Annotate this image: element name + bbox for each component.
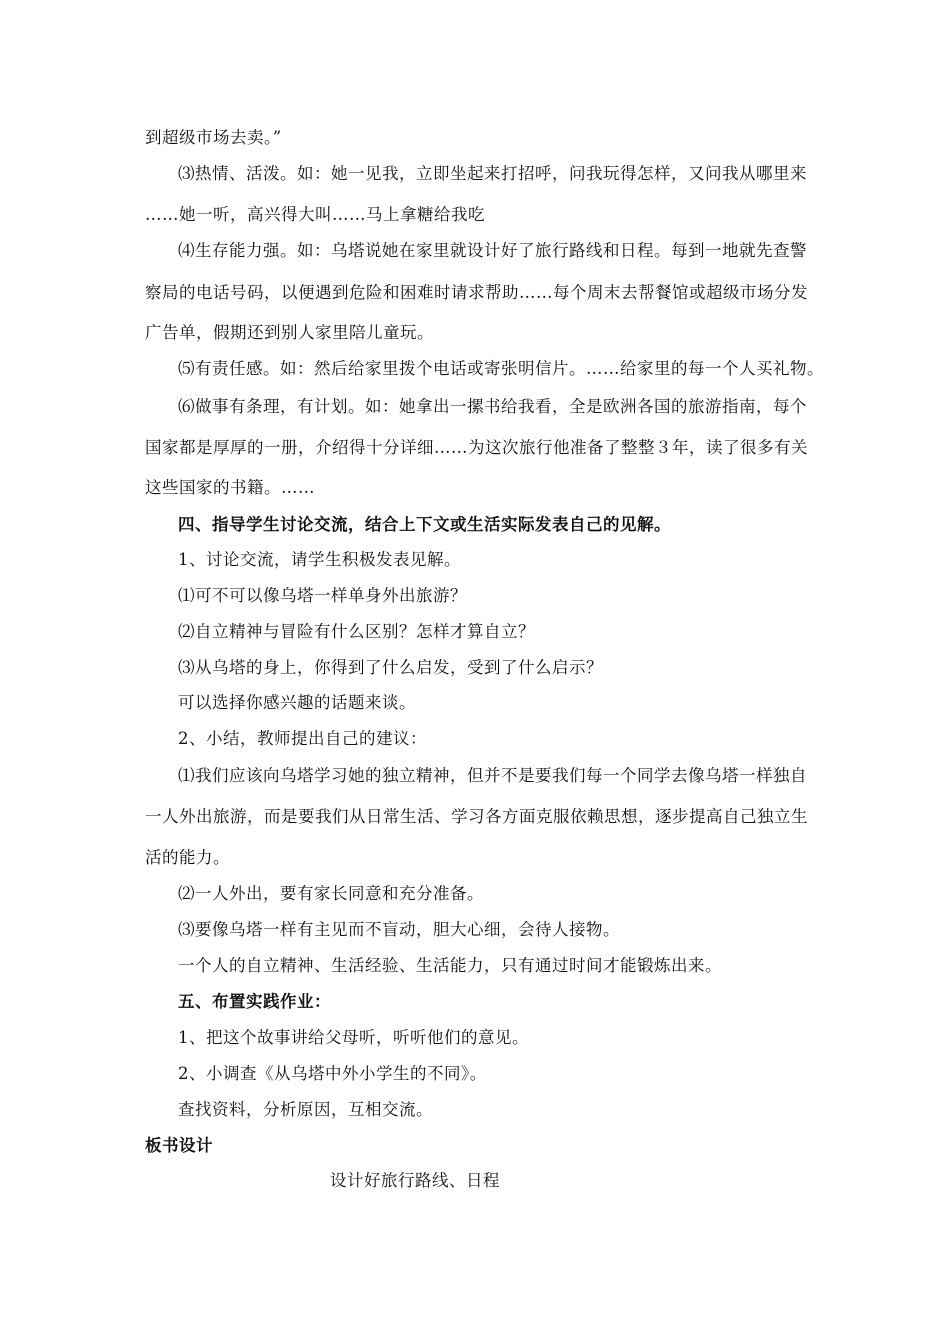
- paragraph-line: 2、小调查《从乌塔中外小学生的不同》。: [178, 1064, 487, 1083]
- paragraph-line: ⑸有责任感。如：然后给家里拨个电话或寄张明信片。……给家里的每一个人买礼物。: [178, 359, 824, 378]
- paragraph-line: 查找资料，分析原因，互相交流。: [178, 1100, 433, 1119]
- paragraph-line: ……她一听，高兴得大叫……马上拿糖给我吃: [145, 205, 485, 224]
- paragraph-line: 察局的电话号码，以便遇到危险和困难时请求帮助……每个周末去帮餐馆或超级市场分发: [145, 283, 808, 302]
- paragraph-line: ⑷生存能力强。如：乌塔说她在家里就设计好了旅行路线和日程。每到一地就先查警: [178, 241, 807, 260]
- paragraph-line: ⑹做事有条理，有计划。如：她拿出一摞书给我看，全是欧洲各国的旅游指南，每个: [178, 397, 807, 416]
- paragraph-line: 1、讨论交流，请学生积极发表见解。: [178, 550, 461, 569]
- paragraph-line: ⑶从乌塔的身上，你得到了什么启发，受到了什么启示？: [178, 658, 603, 677]
- paragraph-line: 国家都是厚厚的一册，介绍得十分详细……为这次旅行他准备了整整３年，读了很多有关: [145, 438, 808, 457]
- section-heading: 四、指导学生讨论交流，结合上下文或生活实际发表自己的见解。: [178, 515, 671, 534]
- paragraph-line: ⑶要像乌塔一样有主见而不盲动，胆大心细，会待人接物。: [178, 920, 620, 939]
- blackboard-design-heading: 板书设计: [145, 1136, 213, 1155]
- paragraph-line: 活的能力。: [145, 848, 230, 867]
- section-heading: 五、布置实践作业：: [178, 992, 331, 1011]
- paragraph-line: 广告单，假期还到别人家里陪儿童玩。: [145, 323, 434, 342]
- paragraph-line: 可以选择你感兴趣的话题来谈。: [178, 693, 416, 712]
- paragraph-line: 到超级市场去卖。”: [145, 128, 282, 147]
- paragraph-line: 这些国家的书籍。……: [145, 478, 315, 497]
- paragraph-line: ⑶热情、活泼。如：她一见我，立即坐起来打招呼，问我玩得怎样，又问我从哪里来: [178, 164, 807, 183]
- paragraph-line: ⑴可不可以像乌塔一样单身外出旅游？: [178, 586, 467, 605]
- paragraph-line: ⑵一人外出，要有家长同意和充分准备。: [178, 884, 484, 903]
- paragraph-line: 一人外出旅游，而是要我们从日常生活、学习各方面克服依赖思想，逐步提高自己独立生: [145, 807, 808, 826]
- paragraph-line: 一个人的自立精神、生活经验、生活能力，只有通过时间才能锻炼出来。: [178, 956, 722, 975]
- paragraph-line: ⑵自立精神与冒险有什么区别？怎样才算自立？: [178, 622, 535, 641]
- paragraph-line: 1、把这个故事讲给父母听，听听他们的意见。: [178, 1028, 529, 1047]
- paragraph-line: ⑴我们应该向乌塔学习她的独立精神，但并不是要我们每一个同学去像乌塔一样独自: [178, 766, 807, 785]
- paragraph-line: 2、小结，教师提出自己的建议：: [178, 729, 427, 748]
- blackboard-item: 设计好旅行路线、日程: [330, 1171, 500, 1190]
